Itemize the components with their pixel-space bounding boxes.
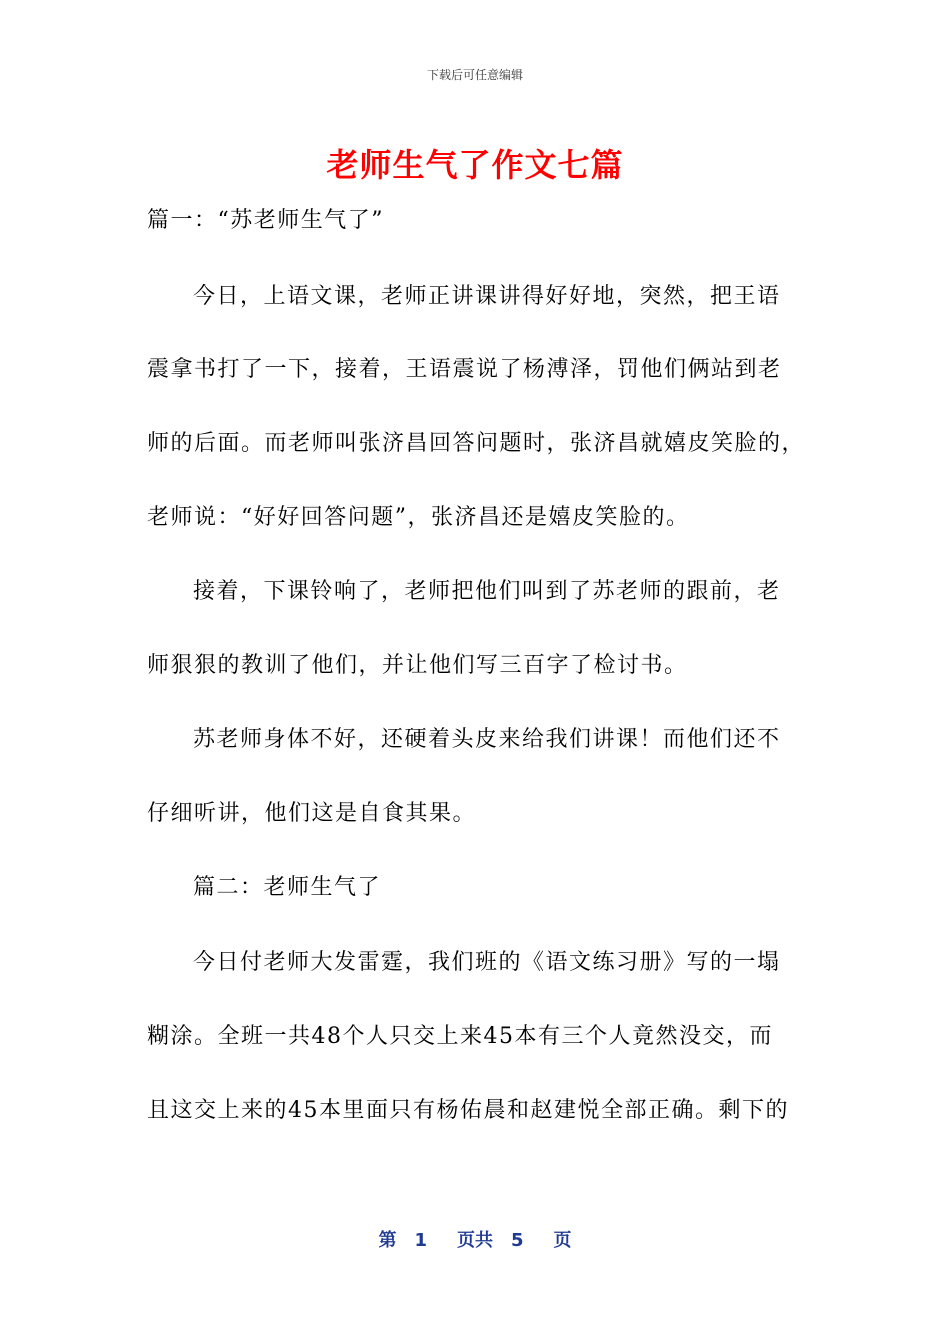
document-title: 老师生气了作文七篇 xyxy=(326,146,624,184)
paragraph-line: 师的后面。而老师叫张济昌回答问题时，张济昌就嬉皮笑脸的， xyxy=(147,431,806,456)
paragraph-line: 老师说：“好好回答问题”，张济昌还是嬉皮笑脸的。 xyxy=(147,505,690,530)
page-footer xyxy=(0,1226,950,1252)
paragraph-line: 震拿书打了一下，接着，王语震说了杨溥泽，罚他们俩站到老 xyxy=(147,357,782,382)
header-note: 下载后可任意编辑 xyxy=(426,68,523,82)
paragraph-line: 苏老师身体不好，还硬着头皮来给我们讲课！而他们还不 xyxy=(193,727,781,752)
page-label-pre: 第 xyxy=(378,1230,397,1251)
paragraph-line: 今日付老师大发雷霆，我们班的《语文练习册》写的一塌 xyxy=(193,950,781,975)
paragraph-line: 且这交上来的45本里面只有杨佑晨和赵建悦全部正确。剩下的 xyxy=(147,1098,789,1123)
paragraph-line: 师狠狠的教训了他们，并让他们写三百字了检讨书。 xyxy=(147,653,688,678)
section-heading-2: 篇二：老师生气了 xyxy=(193,875,382,900)
page-total: 5 xyxy=(511,1230,524,1251)
paragraph-line: 接着，下课铃响了，老师把他们叫到了苏老师的跟前，老 xyxy=(193,579,781,604)
paragraph-line: 糊涂。全班一共48个人只交上来45本有三个人竟然没交，而 xyxy=(147,1024,773,1049)
paragraph-line: 今日，上语文课，老师正讲课讲得好好地，突然，把王语 xyxy=(193,284,781,309)
paragraph-line: 仔细听讲，他们这是自食其果。 xyxy=(147,801,477,826)
page-label-post: 页 xyxy=(553,1230,572,1251)
section-heading-1: 篇一：“苏老师生气了” xyxy=(147,208,384,233)
page-label-mid: 页共 xyxy=(457,1230,493,1251)
page-number: 1 xyxy=(414,1230,427,1251)
